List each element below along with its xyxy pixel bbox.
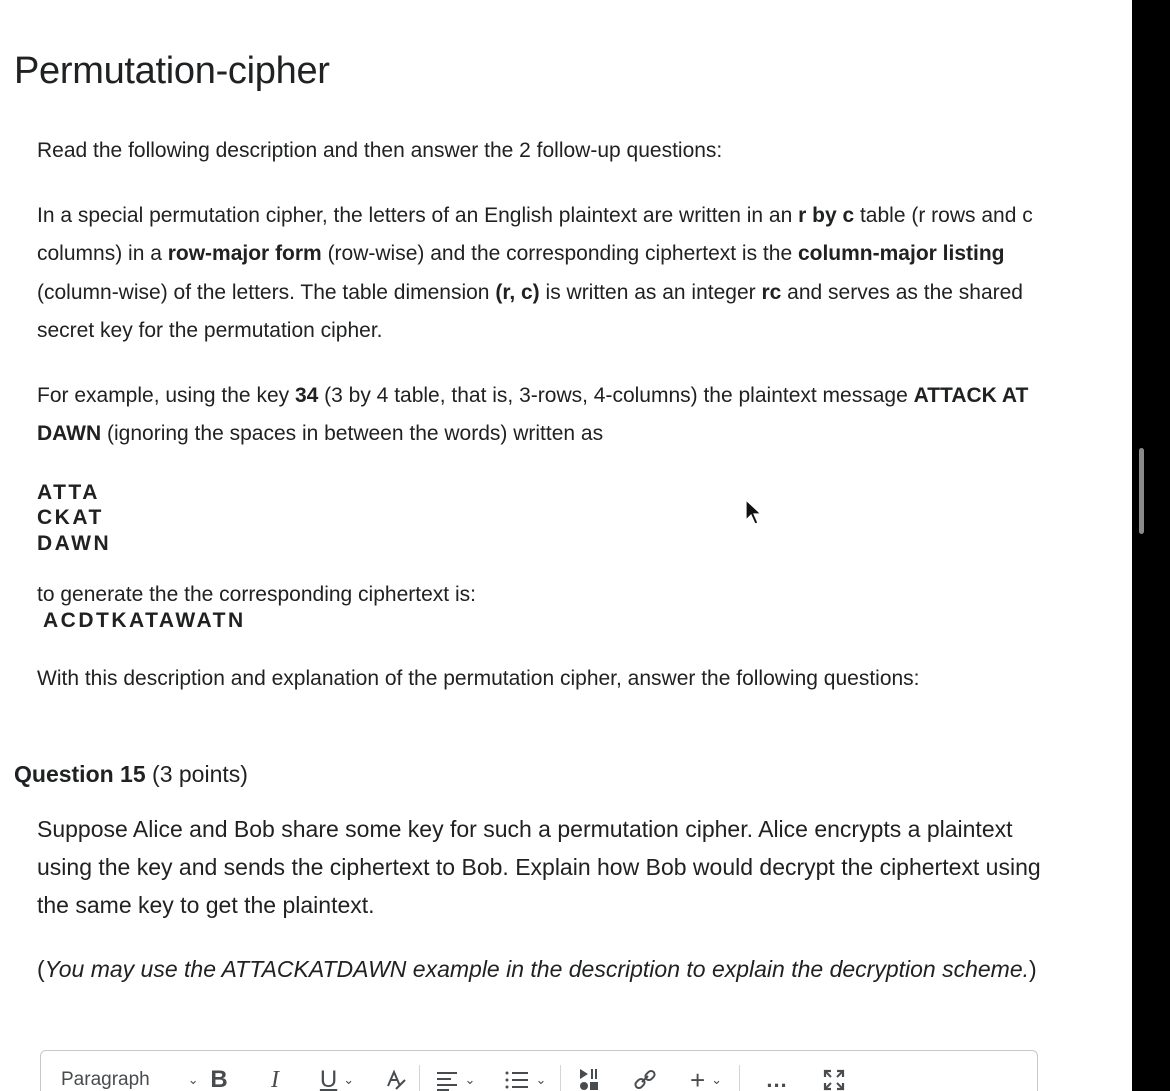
list-button[interactable]: [490, 1061, 560, 1091]
description-paragraph-1: In a special permutation cipher, the letters of an English plaintext are written in an r by c table (r rows and c columns) in a row-major form (row-wise) and the corresponding ciphertext is the column-major listing (column-wise) of the letters. The table dimension (r, c) is written as an integer rc and serves as the shared secret key for the permutation cipher.: [37, 203, 1033, 342]
question-label: Question 15: [14, 761, 146, 787]
italic-button[interactable]: [247, 1061, 303, 1091]
align-icon: [435, 1069, 459, 1091]
bold-icon: B: [210, 1066, 228, 1091]
list-icon: [504, 1069, 530, 1091]
table-row: CKAT: [37, 506, 104, 529]
underline-icon: U: [319, 1066, 338, 1091]
align-button[interactable]: [420, 1061, 490, 1091]
insert-link-button[interactable]: [617, 1061, 673, 1091]
table-row: ATTA: [37, 480, 100, 504]
text-color-button[interactable]: [371, 1061, 419, 1091]
description: [37, 132, 1037, 725]
more-icon: ...: [766, 1067, 788, 1091]
window-edge: [1132, 0, 1170, 1091]
chevron-down-icon: ⌄: [711, 1072, 723, 1087]
bold-button[interactable]: [191, 1061, 247, 1091]
chevron-down-icon: ⌄: [343, 1072, 355, 1087]
question-body: [37, 810, 1047, 1014]
text-color-icon: [383, 1068, 407, 1091]
underline-button[interactable]: [303, 1061, 371, 1091]
media-icon: [577, 1067, 601, 1091]
chevron-down-icon: ⌄: [535, 1072, 547, 1087]
chevron-down-icon: ⌄: [464, 1072, 476, 1087]
question-header: [14, 756, 248, 792]
description-paragraph-2: For example, using the key 34 (3 by 4 table, that is, 3-rows, 4-columns) the plaintext message ATTACK AT DAWN (ignoring the spaces in between the words) written as: [37, 383, 1029, 445]
plaintext-table: [37, 480, 1037, 557]
format-select-label: Paragraph: [61, 1069, 150, 1090]
italic-icon: I: [271, 1066, 279, 1091]
mouse-cursor-icon: [745, 499, 763, 525]
more-actions-button[interactable]: [740, 1061, 814, 1091]
question-points: (3 points): [152, 761, 248, 787]
ciphertext-intro: to generate the the corresponding ciphertext is:: [37, 583, 476, 606]
editor-toolbar: [41, 1061, 1037, 1091]
insert-more-button[interactable]: [673, 1061, 739, 1091]
ciphertext-block: [37, 582, 1037, 634]
table-row: DAWN: [37, 531, 112, 555]
page-title: Permutation-cipher: [14, 50, 330, 92]
description-paragraph-4: With this description and explanation of the permutation cipher, answer the following questions:: [37, 667, 920, 690]
fullscreen-icon: [823, 1069, 845, 1091]
link-icon: [632, 1068, 658, 1091]
plus-icon: +: [689, 1064, 706, 1091]
chevron-down-icon: ⌄: [187, 1072, 199, 1087]
ciphertext-value: ACDTKATAWATN: [43, 609, 246, 632]
question-text: Suppose Alice and Bob share some key for such a permutation cipher. Alice encrypts a plaintext using the key and sends the ciphertext to Bob. Explain how Bob would decrypt the ciphertext using the same key to get the plaintext.: [37, 816, 1041, 918]
scrollbar-thumb[interactable]: [1139, 448, 1144, 534]
format-select[interactable]: [41, 1061, 199, 1091]
intro-text: Read the following description and then answer the 2 follow-up questions:: [37, 139, 723, 162]
fullscreen-button[interactable]: [814, 1061, 854, 1091]
answer-editor[interactable]: [40, 1050, 1038, 1091]
insert-media-button[interactable]: [561, 1061, 617, 1091]
question-hint: (You may use the ATTACKATDAWN example in the description to explain the decryption scheme.): [37, 956, 1037, 982]
